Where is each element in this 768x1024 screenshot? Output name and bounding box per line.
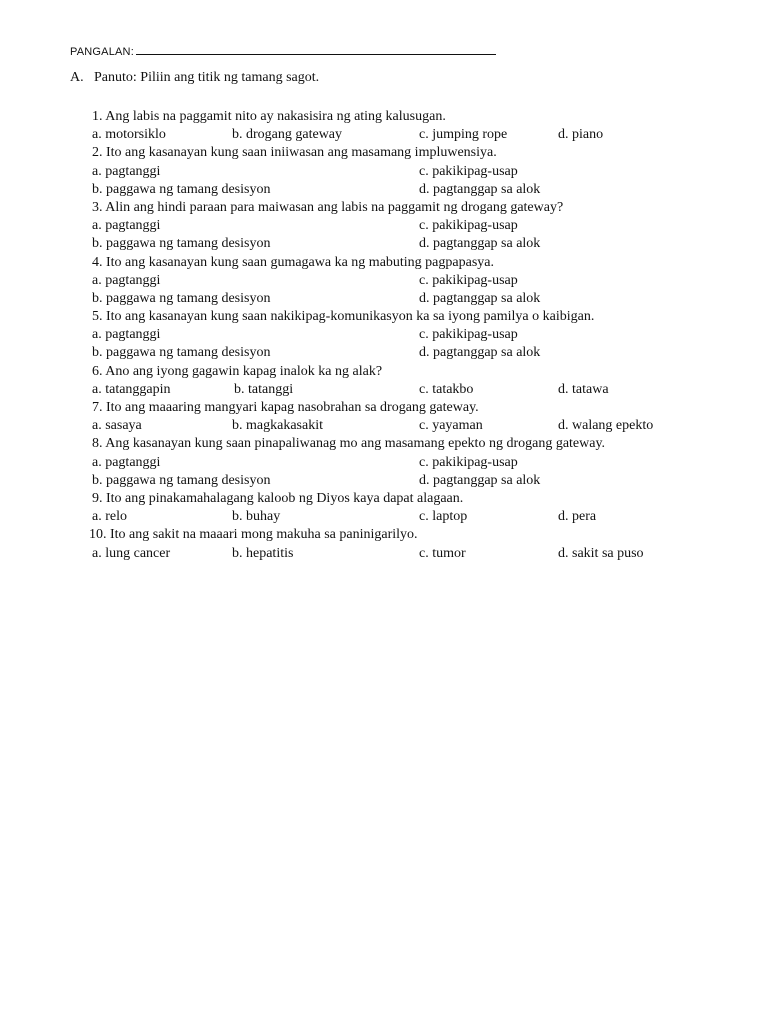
option-c[interactable]: c. pakikipag-usap xyxy=(419,218,518,234)
option-b[interactable]: b. paggawa ng tamang desisyon xyxy=(92,181,271,197)
name-label: PANGALAN: xyxy=(70,46,134,58)
options-row xyxy=(92,126,712,144)
option-b[interactable]: b. hepatitis xyxy=(232,545,294,561)
option-a[interactable]: a. pagtanggi xyxy=(92,218,161,234)
option-a[interactable]: a. pagtanggi xyxy=(92,163,161,179)
option-c[interactable]: c. pakikipag-usap xyxy=(419,163,518,179)
option-b[interactable]: b. buhay xyxy=(232,509,281,525)
options-row xyxy=(92,163,712,181)
option-a[interactable]: a. pagtanggi xyxy=(92,327,161,343)
section-heading xyxy=(70,70,319,86)
option-d[interactable]: d. pagtanggap sa alok xyxy=(419,345,541,361)
options-row xyxy=(92,272,712,290)
question-7: 7. Ito ang maaaring mangyari kapag nasobrahan sa drogang gateway. xyxy=(92,400,479,415)
options-row xyxy=(92,290,712,308)
option-b[interactable]: b. tatanggi xyxy=(234,381,294,397)
question-6: 6. Ano ang iyong gagawin kapag inalok ka ng alak? xyxy=(92,363,383,379)
option-d[interactable]: d. tatawa xyxy=(558,381,609,397)
options-row xyxy=(92,417,712,435)
option-c[interactable]: c. pakikipag-usap xyxy=(419,454,518,470)
option-b[interactable]: b. drogang gateway xyxy=(232,127,343,143)
question-1: 1. Ang labis na paggamit nito ay nakasisira ng ating kalusugan. xyxy=(92,109,446,124)
option-a[interactable]: a. tatanggapin xyxy=(92,381,171,397)
options-row xyxy=(92,181,712,199)
question-10: 10. Ito ang sakit na maaari mong makuha sa paninigarilyo. xyxy=(89,527,418,543)
options-row xyxy=(92,454,712,472)
options-row xyxy=(92,326,712,344)
options-row xyxy=(92,508,712,526)
question-9: 9. Ito ang pinakamahalagang kaloob ng Diyos kaya dapat alagaan. xyxy=(92,490,464,506)
option-d[interactable]: d. pera xyxy=(558,509,597,525)
option-b[interactable]: b. paggawa ng tamang desisyon xyxy=(92,472,271,488)
option-d[interactable]: d. piano xyxy=(558,127,604,143)
option-a[interactable]: a. pagtanggi xyxy=(92,272,161,288)
option-d[interactable]: d. pagtanggap sa alok xyxy=(419,290,541,306)
option-a[interactable]: a. lung cancer xyxy=(92,545,171,561)
option-a[interactable]: a. pagtanggi xyxy=(92,454,161,470)
option-b[interactable]: b. paggawa ng tamang desisyon xyxy=(92,290,271,306)
quiz-list xyxy=(89,108,712,563)
name-field xyxy=(70,44,496,58)
option-a[interactable]: a. relo xyxy=(92,509,127,525)
option-a[interactable]: a. motorsiklo xyxy=(92,127,166,143)
option-c[interactable]: c. pakikipag-usap xyxy=(419,272,518,288)
option-c[interactable]: c. tumor xyxy=(419,545,466,561)
option-b[interactable]: b. paggawa ng tamang desisyon xyxy=(92,236,271,252)
options-row xyxy=(92,472,712,490)
option-d[interactable]: d. pagtanggap sa alok xyxy=(419,181,541,197)
option-c[interactable]: c. yayaman xyxy=(419,418,483,434)
question-2: 2. Ito ang kasanayan kung saan iniiwasan ang masamang impluwensiya. xyxy=(92,145,497,161)
options-row xyxy=(92,381,712,399)
option-b[interactable]: b. magkakasakit xyxy=(232,418,323,434)
option-c[interactable]: c. tatakbo xyxy=(419,381,474,397)
option-d[interactable]: d. sakit sa puso xyxy=(558,545,644,561)
section-instruction: Panuto: Piliin ang titik ng tamang sagot. xyxy=(94,70,320,85)
option-d[interactable]: d. walang epekto xyxy=(558,418,654,434)
options-row xyxy=(92,344,712,362)
option-c[interactable]: c. laptop xyxy=(419,509,468,525)
options-row xyxy=(92,217,712,235)
options-row xyxy=(92,235,712,253)
question-4: 4. Ito ang kasanayan kung saan gumagawa ka ng mabuting pagpapasya. xyxy=(92,254,494,270)
option-d[interactable]: d. pagtanggap sa alok xyxy=(419,236,541,252)
option-a[interactable]: a. sasaya xyxy=(92,418,142,434)
option-d[interactable]: d. pagtanggap sa alok xyxy=(419,472,541,488)
option-c[interactable]: c. jumping rope xyxy=(419,127,508,143)
option-b[interactable]: b. paggawa ng tamang desisyon xyxy=(92,345,271,361)
question-3: 3. Alin ang hindi paraan para maiwasan ang labis na paggamit ng drogang gateway? xyxy=(92,199,564,215)
section-letter: A. xyxy=(70,70,84,85)
option-c[interactable]: c. pakikipag-usap xyxy=(419,327,518,343)
options-row xyxy=(92,545,712,563)
question-8: 8. Ang kasanayan kung saan pinapaliwanag mo ang masamang epekto ng drogang gateway. xyxy=(92,436,606,452)
name-blank-line[interactable] xyxy=(136,44,496,55)
question-5: 5. Ito ang kasanayan kung saan nakikipag-komunikasyon ka sa iyong pamilya o kaibigan. xyxy=(92,309,595,325)
